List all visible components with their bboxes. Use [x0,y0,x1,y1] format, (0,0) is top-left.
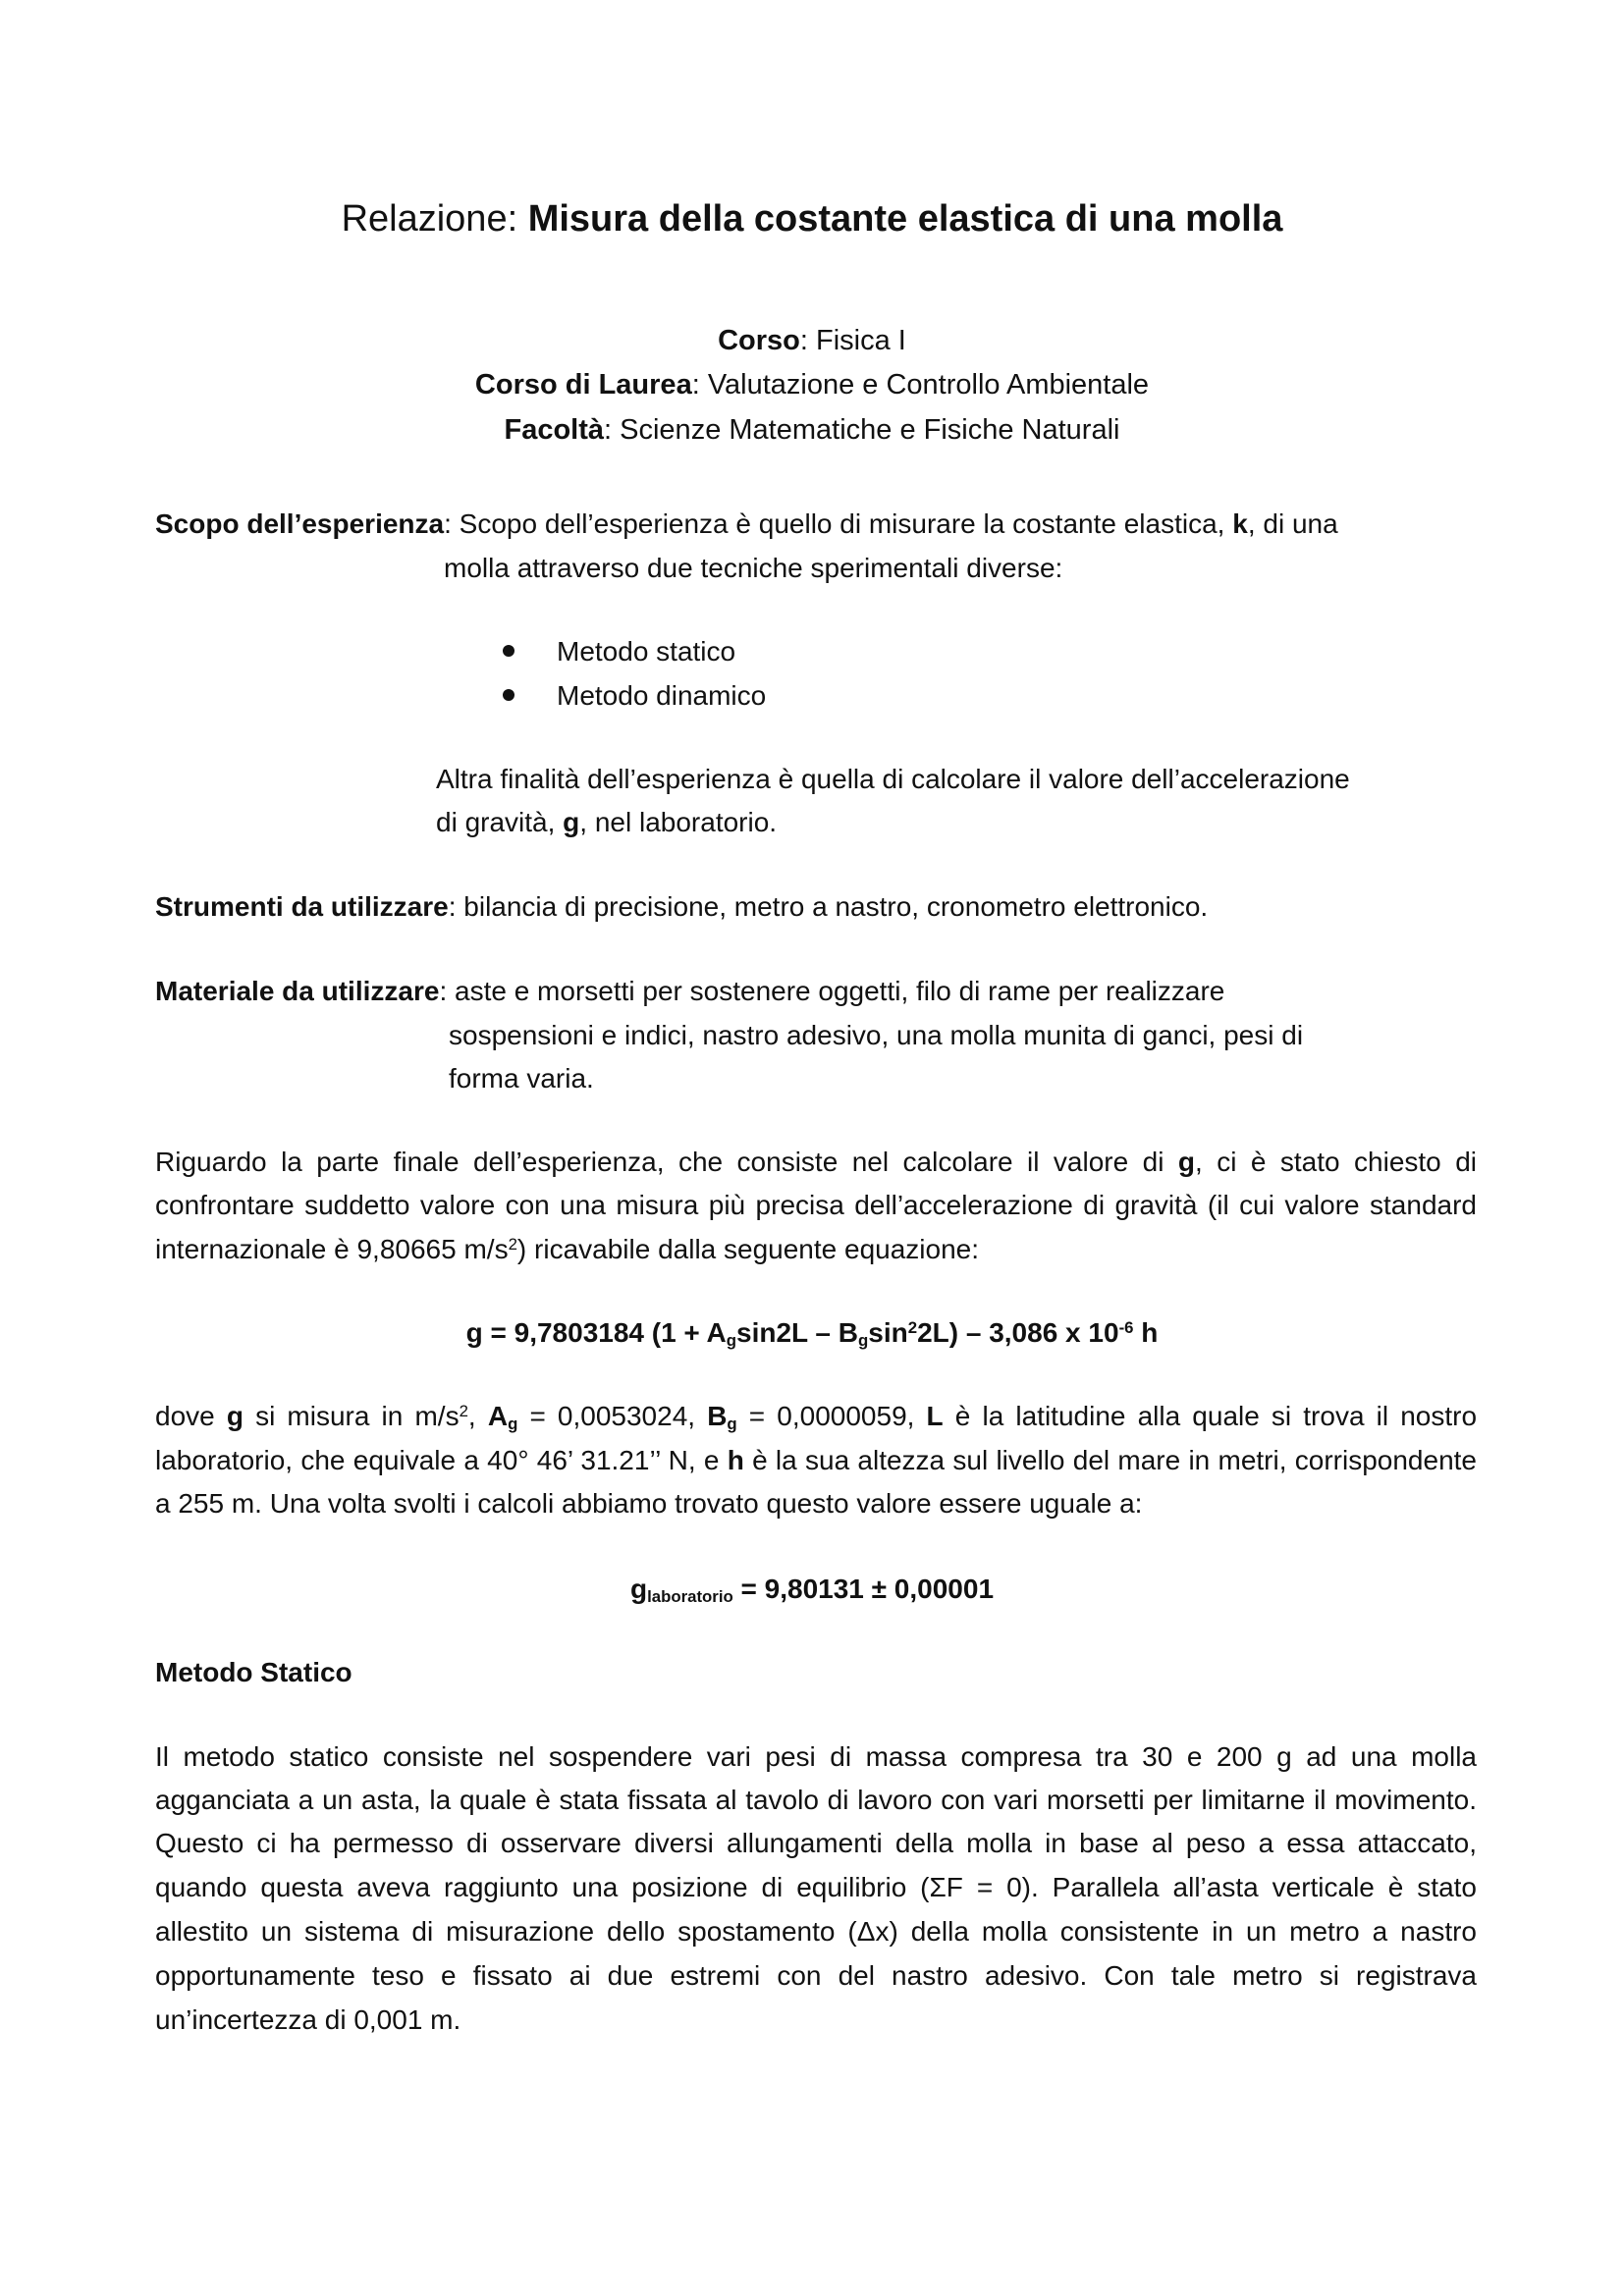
riguardo-line-1 [155,1141,1477,1184]
materiale-value: : aste e morsetti per sostenere oggetti, filo di rame per realizzare [439,976,1225,1006]
dove-text: si misura in m/s [243,1401,460,1431]
strumenti-line [155,885,1208,929]
statico-line-1: Il metodo statico consiste nel sospendere vari pesi di massa compresa tra 30 e 200 g ad una molla [155,1741,1477,1772]
extra-text-a: di gravità, [436,807,564,837]
g-laboratorio-result [0,1568,1624,1611]
eq-part: 2L) – 3,086 x 10 [917,1317,1119,1348]
dove-A: A [487,1401,509,1431]
dove-text: è la latitudine alla quale si trova il nostro [943,1401,1478,1431]
dove-line-2 [155,1439,1477,1482]
statico-line-4: quando questa aveva raggiunto una posizione di equilibrio (ΣF = 0). Parallela all’asta verticale è stato [155,1872,1477,1902]
strumenti-label: Strumenti da utilizzare [155,891,449,922]
eq-sub: g [726,1331,737,1351]
dove-B: B [707,1401,728,1431]
dove-B-sub: g [727,1415,737,1434]
bullet-item-dinamico [503,674,895,718]
dove-sup: 2 [459,1401,468,1420]
eq-part: h [1133,1317,1159,1348]
riguardo-sup: 2 [508,1234,517,1254]
dove-text: dove [155,1401,227,1431]
dove-line-3: a 255 m. Una volta svolti i calcoli abbiamo trovato questo valore essere uguale a: [155,1488,1143,1519]
bullet-dot [503,645,514,657]
dove-text: = 0,0000059, [736,1401,927,1431]
scopo-text-a: : Scopo dell’esperienza è quello di misurare la costante elastica, [444,508,1233,539]
page-title [0,194,1624,243]
section-heading-metodo-statico: Metodo Statico [155,1657,352,1687]
riguardo-text-b: , ci è stato chiesto di [1194,1147,1477,1177]
extra-text-b: , nel laboratorio. [579,807,778,837]
riguardo-line-2: confrontare suddetto valore con una misura più precisa dell’accelerazione di gravità (il cui valore standard [155,1190,1477,1220]
riguardo-line-3 [155,1228,979,1271]
scopo-k: k [1232,508,1248,539]
glab-sub: laboratorio [647,1587,733,1607]
eq-sup: 2 [907,1317,918,1337]
title-bold: Misura della costante elastica di una molla [527,198,1283,240]
corso-value: : Fisica I [799,325,906,356]
eq-sub: g [858,1331,869,1351]
dove-text: laboratorio, che equivale a 40° 46’ 31.21’’ N, e [155,1445,728,1475]
course-line [0,319,1624,362]
bullet-text: Metodo dinamico [557,680,767,711]
dove-h: h [727,1445,744,1475]
materiale-line-2: sospensioni e indici, nastro adesivo, una molla munita di ganci, pesi di [449,1020,1304,1050]
statico-line-6: opportunamente teso e fissato ai due estremi con del nastro adesivo. Con tale metro si registrava [155,1960,1477,1991]
laurea-label: Corso di Laurea [474,369,692,400]
facolta-label: Facoltà [504,414,605,446]
bullet-text: Metodo statico [557,636,736,667]
eq-sup: -6 [1118,1317,1134,1337]
dove-text: = 0,0053024, [517,1401,708,1431]
title-prefix: Relazione: [341,198,528,240]
scopo-label: Scopo dell’esperienza [155,508,445,539]
eq-part: sin [868,1317,908,1348]
dove-Bg [707,1401,737,1434]
scopo-text-b: , di una [1247,508,1338,539]
dove-A-sub: g [508,1415,518,1434]
statico-line-7: un’incertezza di 0,001 m. [155,2004,461,2035]
bullet-dot [503,689,514,701]
glab-value: = 9,80131 ± 0,00001 [732,1574,995,1604]
gravity-equation [0,1311,1624,1355]
dove-line-1 [155,1395,1477,1438]
riguardo-text-d: ) ricavabile dalla seguente equazione: [516,1234,980,1264]
facolta-line [0,408,1624,452]
eq-part: g = 9,7803184 (1 + A [465,1317,727,1348]
dove-Ag [487,1401,518,1434]
dove-text: è la sua altezza sul livello del mare in metri, corrispondente [743,1445,1477,1475]
dove-L: L [926,1401,944,1431]
statico-line-3: Questo ci ha permesso di osservare diversi allungamenti della molla in base al peso a essa attaccato, [155,1828,1477,1858]
statico-line-2: agganciata a un asta, la quale è stata fissata al tavolo di lavoro con vari morsetti per limitarne il movimento. [155,1785,1477,1815]
dove-g: g [226,1401,244,1431]
glab-g: g [629,1574,648,1604]
riguardo-g: g [1177,1147,1195,1177]
materiale-line-1 [155,970,1224,1013]
scopo-line-2: molla attraverso due tecniche sperimentali diverse: [444,553,1063,583]
riguardo-text-a: Riguardo la parte finale dell’esperienza, che consiste nel calcolare il valore di [155,1147,1178,1177]
scopo-extra-line-1: Altra finalità dell’esperienza è quella di calcolare il valore dell’accelerazione [436,764,1350,794]
corso-label: Corso [718,325,800,356]
eq-part: sin2L – B [736,1317,858,1348]
riguardo-text-c: internazionale è 9,80665 m/s [155,1234,509,1264]
scopo-line-1 [155,503,1338,546]
bullet-item-statico [503,630,895,673]
materiale-line-3: forma varia. [449,1063,594,1094]
laurea-line [0,363,1624,406]
statico-line-5: allestito un sistema di misurazione dello spostamento (Δx) della molla consistente in un metro a nastro [155,1916,1477,1947]
laurea-value: : Valutazione e Controllo Ambientale [691,369,1150,400]
facolta-value: : Scienze Matematiche e Fisiche Naturali [604,414,1120,446]
strumenti-value: : bilancia di precisione, metro a nastro, cronometro elettronico. [448,891,1209,922]
dove-text: , [467,1401,488,1431]
materiale-label: Materiale da utilizzare [155,976,440,1006]
scopo-extra-line-2 [436,801,777,844]
extra-g: g [563,807,580,837]
